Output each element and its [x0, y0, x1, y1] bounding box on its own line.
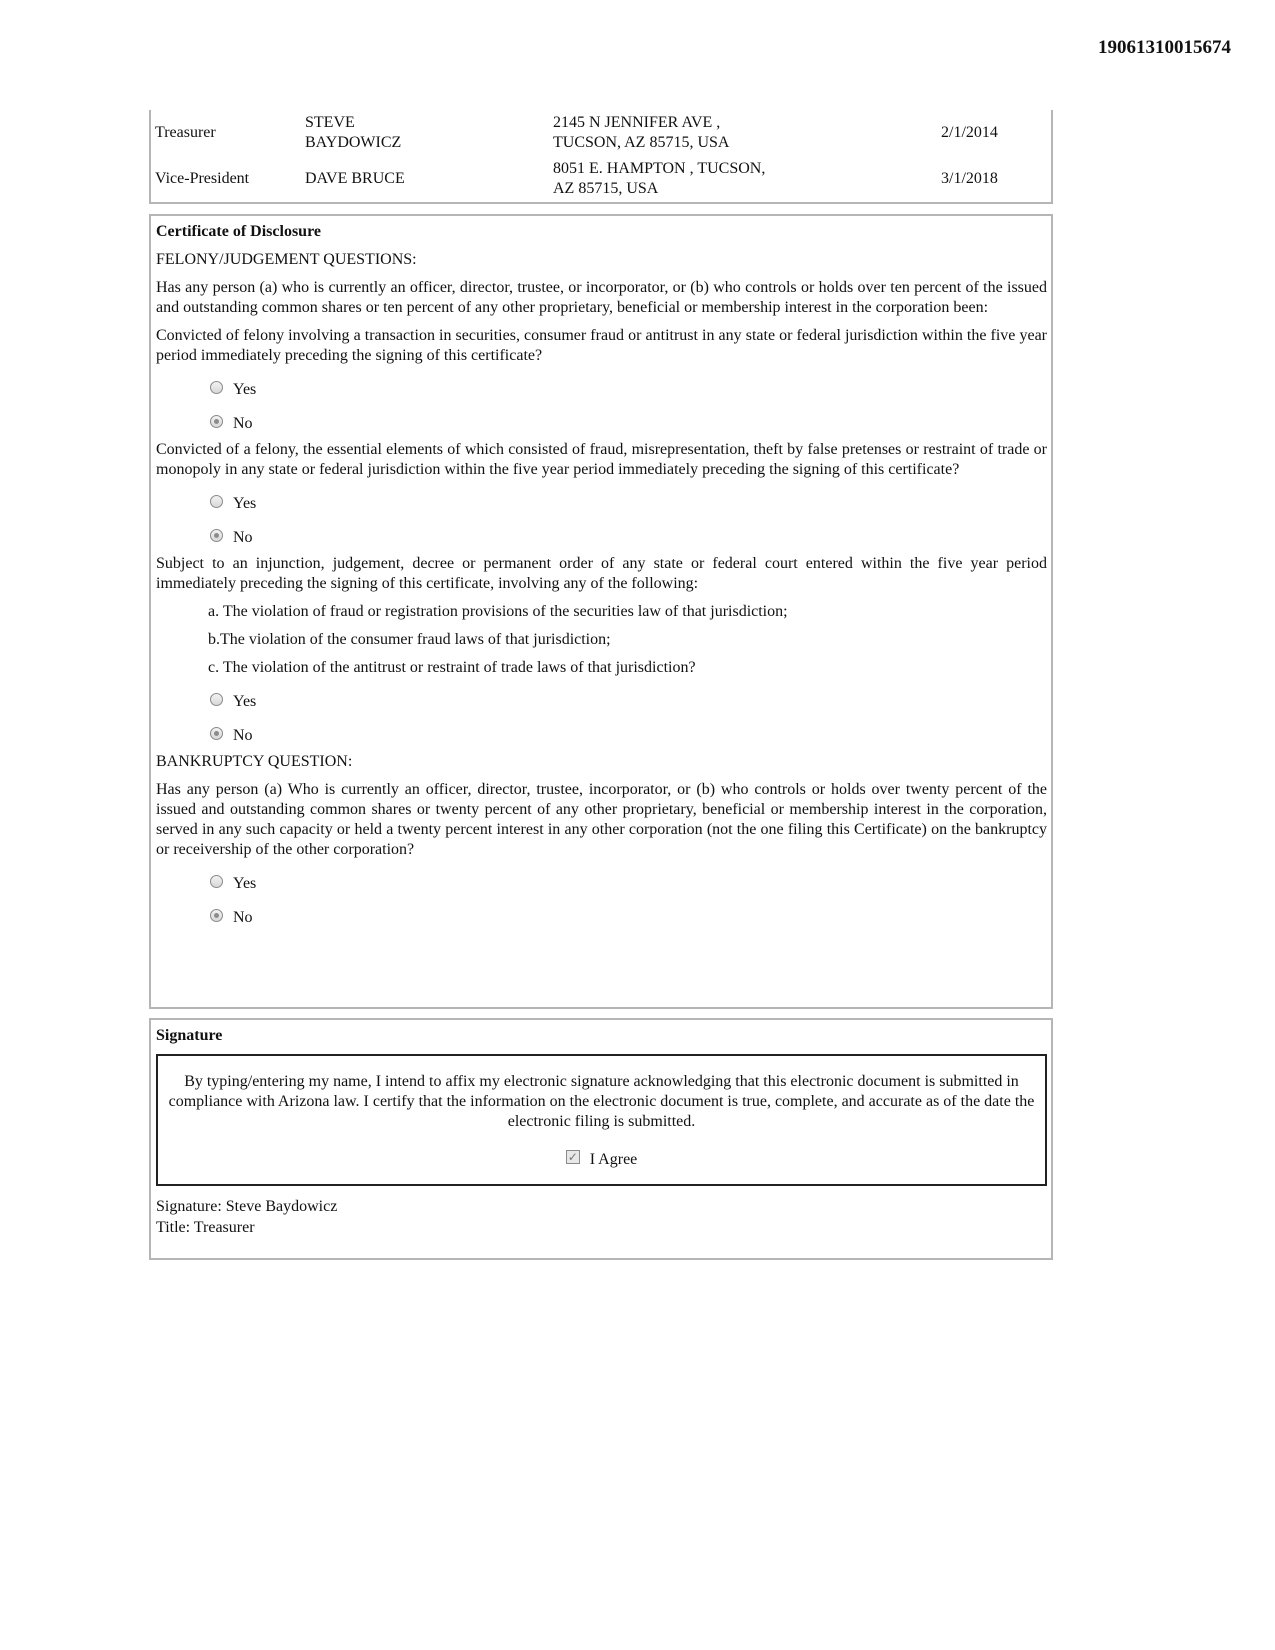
document-number: 19061310015674	[1098, 37, 1231, 58]
section-heading: Certificate of Disclosure	[156, 223, 321, 240]
signature-name: Signature: Steve Baydowicz	[156, 1198, 338, 1215]
radio-no-selected[interactable]	[210, 909, 223, 922]
table-row	[151, 156, 1051, 202]
q2-yes-option[interactable]: Yes	[156, 480, 1047, 514]
q2-no-option[interactable]: No	[156, 514, 1047, 548]
signature-title: Title: Treasurer	[156, 1219, 255, 1236]
bankruptcy-heading: BANKRUPTCY QUESTION:	[156, 753, 353, 770]
agree-label: I Agree	[589, 1151, 638, 1168]
question-4: Has any person (a) Who is currently an officer, director, trustee, incorporator, or (b) who controls or holds over twenty percent of the issued and outstanding common shares or twenty percent of any other proprietary, beneficial or membership interest in the corporation, served in any such capacity or held a twenty percent interest in any other corporation (not the one filing this Certificate) on the bankruptcy or receivership of the other corporation?	[156, 781, 1047, 858]
table-row	[151, 110, 1051, 156]
agree-checkbox-icon[interactable]: ✓	[567, 1150, 578, 1164]
question-3: Subject to an injunction, judgement, decree or permanent order of any state or federal court entered within the five year period immediately preceding the signing of this certificate, involving any of the following:	[156, 555, 1047, 592]
agree-option[interactable]	[164, 1150, 1039, 1170]
officer-date: 3/1/2018	[941, 170, 998, 187]
radio-yes[interactable]	[210, 875, 223, 888]
question-1: Convicted of felony involving a transaction in securities, consumer fraud or antitrust in any state or federal jurisdiction within the five year period immediately preceding the signing of this certificate?	[156, 327, 1047, 364]
radio-yes[interactable]	[210, 495, 223, 508]
officer-date: 2/1/2014	[941, 124, 998, 141]
signature-statement-box	[156, 1054, 1047, 1186]
radio-no-selected[interactable]	[210, 529, 223, 542]
radio-no-selected[interactable]	[210, 415, 223, 428]
officer-title: Vice-President	[155, 170, 250, 187]
officers-table	[149, 110, 1053, 204]
officer-address: 8051 E. HAMPTON , TUCSON, AZ 85715, USA	[553, 160, 766, 197]
q3-no-option[interactable]: No	[156, 712, 1047, 746]
radio-no-selected[interactable]	[210, 727, 223, 740]
felony-intro: Has any person (a) who is currently an officer, director, trustee, or incorporator, or (b) who controls or holds over ten percent of the issued and outstanding common shares or ten percent of any other proprietary, beneficial or membership interest in the corporation been:	[156, 279, 1047, 316]
question-3b: b.The violation of the consumer fraud laws of that jurisdiction;	[208, 631, 611, 648]
signature-statement: By typing/entering my name, I intend to affix my electronic signature acknowledging that this electronic document is submitted in compliance with Arizona law. I certify that the information on the electronic document is true, complete, and accurate as of the date the electronic filing is submitted.	[168, 1073, 1035, 1130]
officer-name: STEVE BAYDOWICZ	[305, 114, 402, 151]
certificate-of-disclosure	[149, 214, 1053, 1009]
q4-yes-option[interactable]: Yes	[156, 860, 1047, 894]
question-3c: c. The violation of the antitrust or restraint of trade laws of that jurisdiction?	[208, 659, 696, 676]
signature-section	[149, 1018, 1053, 1260]
felony-heading: FELONY/JUDGEMENT QUESTIONS:	[156, 251, 417, 268]
officer-address: 2145 N JENNIFER AVE , TUCSON, AZ 85715, USA	[553, 114, 730, 151]
radio-yes[interactable]	[210, 381, 223, 394]
q1-yes-option[interactable]: Yes	[156, 366, 1047, 400]
question-3a: a. The violation of fraud or registration provisions of the securities law of that jurisdiction;	[208, 603, 788, 620]
q1-no-option[interactable]: No	[156, 400, 1047, 434]
radio-yes[interactable]	[210, 693, 223, 706]
officer-title: Treasurer	[155, 124, 216, 141]
q3-yes-option[interactable]: Yes	[156, 678, 1047, 712]
officer-name: DAVE BRUCE	[305, 170, 405, 187]
question-2: Convicted of a felony, the essential elements of which consisted of fraud, misrepresentation, theft by false pretenses or restraint of trade or monopoly in any state or federal jurisdiction within the five year period immediately preceding the signing of this certificate?	[156, 441, 1047, 478]
signature-heading: Signature	[156, 1027, 223, 1044]
q4-no-option[interactable]: No	[156, 894, 1047, 928]
